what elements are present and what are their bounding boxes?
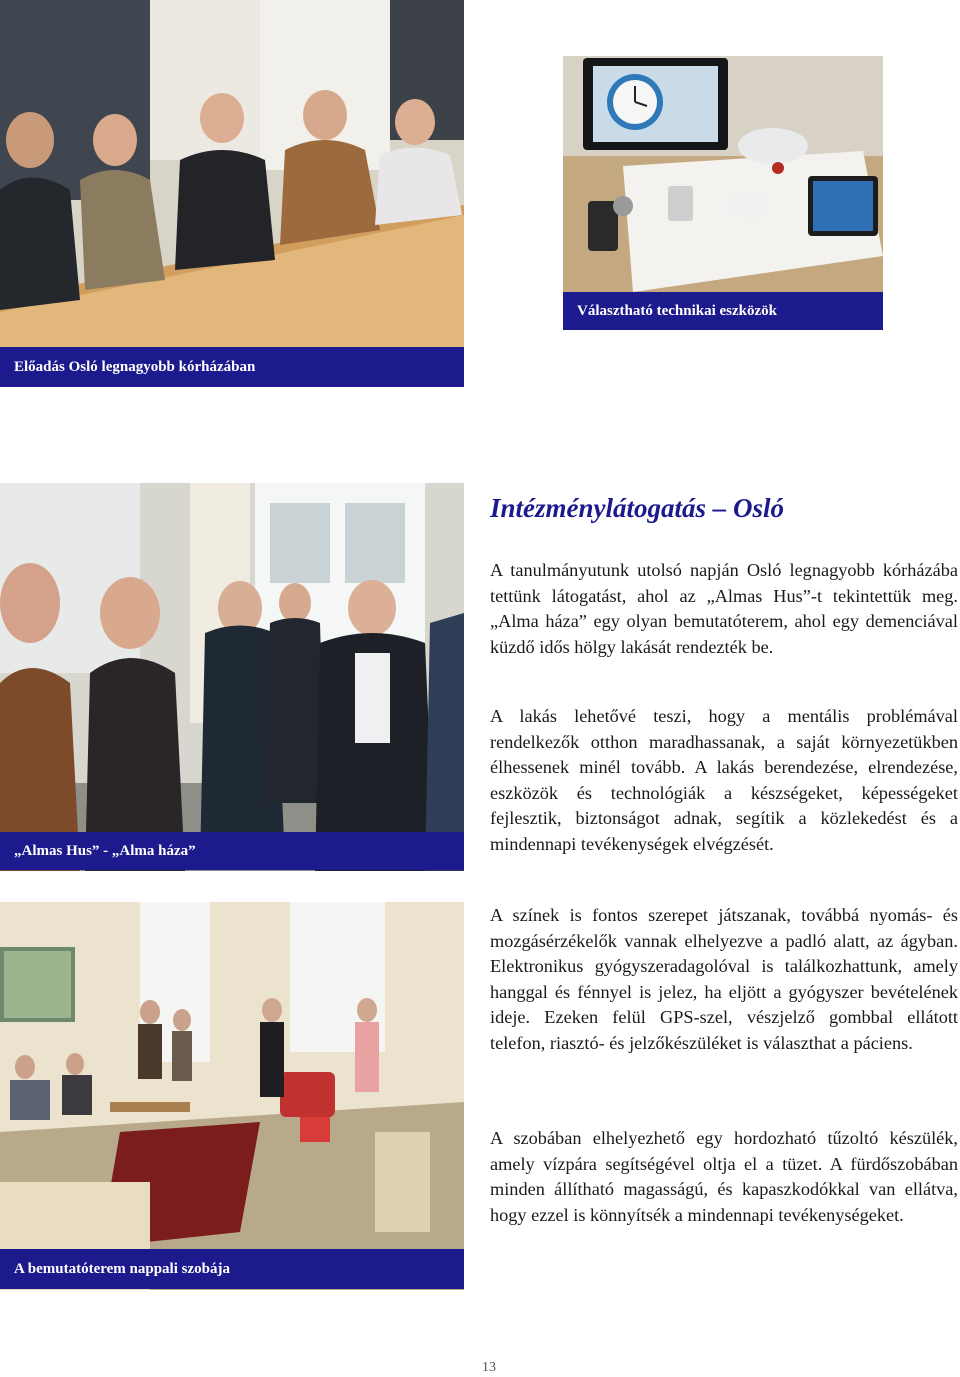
group-caption: „Almas Hus” - „Alma háza” [0, 832, 464, 870]
paragraph-intro: A tanulmányutunk utolsó napján Osló legnagyobb kórházába tettünk látogatást, ahol az „Almas Hus”-t tekintettük meg. „Alma háza” egy olyan bemutatóterem, ahol egy demenciával küzdő idős hölgy lakását rendezték be. [490, 560, 958, 657]
lecture-caption: Előadás Osló legnagyobb kórházában [0, 347, 464, 387]
lecture-photo [0, 0, 464, 347]
paragraph-safety: A szobában elhelyezhető egy hordozható tűzoltó készülék, amely vízpára segítségével oltja el a tüzet. A fürdőszobában minden állítható magasságú, és kapaszkodókkal van ellátva, hogy ezzel is könnyítsék a mindennapi tevékenységeket. [490, 1128, 958, 1225]
living-room-photo [0, 902, 464, 1290]
paragraph-apartment: A lakás lehetővé teszi, hogy a mentális problémával rendelkezők otthon maradhassanak, a saját környezetükben élhessenek minél tovább. A lakás berendezése, elrendezése, eszközök és technológiák a készségeket, képességeket fejlesztik, biztonságot adnak, segítik a közlekedést és a mindennapi tevékenységek elvégzését. [490, 706, 958, 854]
living-room-caption: A bemutatóterem nappali szobája [0, 1249, 464, 1289]
page-number: 13 [482, 1360, 496, 1375]
demonstration-group-photo [0, 483, 464, 871]
devices-photo [563, 56, 883, 292]
devices-caption: Választható technikai eszközök [563, 292, 883, 330]
article-title: Intézménylátogatás – Osló [490, 493, 785, 523]
paragraph-sensors: A színek is fontos szerepet játszanak, továbbá nyomás- és mozgásérzékelők vannak elhelyezve a padló alatt, az ágyban. Elektronikus gyógyszeradagolóval is találkozhattunk, amely hanggal és fénnyel is jelez, ha eljött a gyógyszer bevételének ideje. Ezeken felül GPS-szel, vészjelző gombbal ellátott telefon, riasztó- és jelzőkészüléket is választhat a páciens. [490, 905, 958, 1053]
